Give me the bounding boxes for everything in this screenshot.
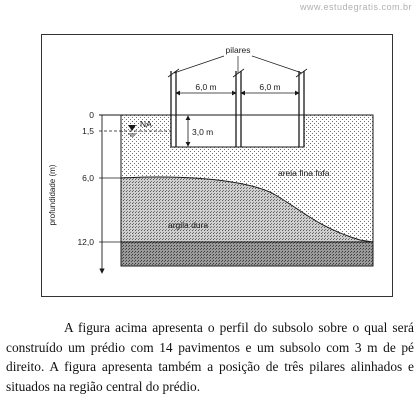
basement-outline <box>171 115 304 147</box>
basement-height-label: 3,0 m <box>192 127 214 137</box>
depth-tick-1-5: 1,5 <box>82 126 94 136</box>
soil-profile-diagram <box>42 35 394 298</box>
hard-layer <box>121 242 373 266</box>
depth-axis-label: profundidade (m) <box>48 164 57 226</box>
pillars-label: pilares <box>225 45 251 55</box>
depth-tick-0: 0 <box>89 110 94 120</box>
figure-caption: A figura acima apresenta o perfil do subsolo sobre o qual será construído um prédio com 14 pavimentos e um subsolo com 3 m de pé direito. A figura apresenta também a posição de três pilares alinhados e situados na região central do prédio. <box>6 320 414 394</box>
soil-profile-figure <box>41 34 393 297</box>
depth-tick-12: 12,0 <box>77 237 94 247</box>
span-right-label: 6,0 m <box>259 82 281 92</box>
clay-layer-label: argila dura <box>168 220 209 230</box>
span-left-label: 6,0 m <box>195 82 217 92</box>
site-watermark: www.estudegratis.com.br <box>299 2 412 12</box>
depth-tick-6: 6,0 <box>82 173 94 183</box>
water-level-label: NA <box>140 119 152 129</box>
sand-layer-label: areia fina fofa <box>278 168 330 178</box>
pillars-leader-lines <box>174 56 302 73</box>
